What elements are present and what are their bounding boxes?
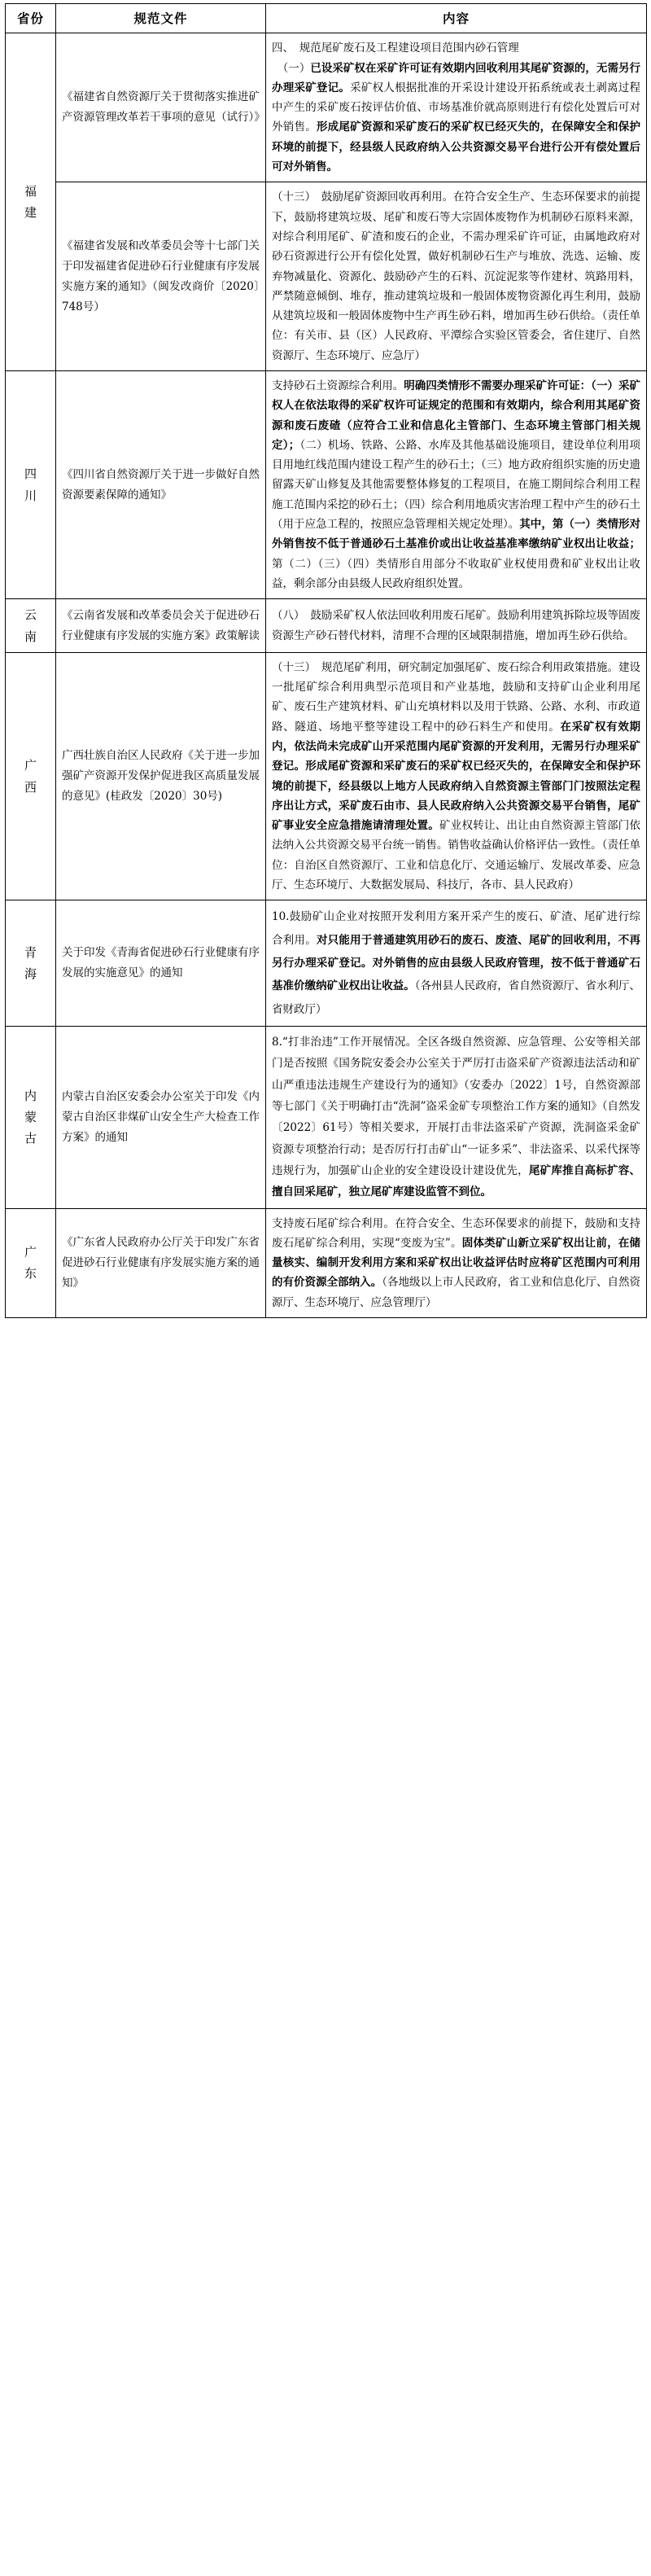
content-cell — [266, 33, 647, 182]
content-cell — [266, 1208, 647, 1317]
document-title-cell — [56, 33, 266, 182]
province-name-char: 云 — [24, 607, 37, 623]
province-name — [11, 755, 50, 798]
table-header-row — [6, 4, 647, 33]
province-cell — [6, 599, 56, 653]
province-name-char: 广 — [24, 1245, 37, 1260]
document-title-text: 关于印发《青海省促进砂石行业健康有序发展的实施意见》的通知 — [62, 946, 260, 980]
province-cell — [6, 1027, 56, 1209]
province-cell — [6, 33, 56, 371]
province-name — [11, 463, 50, 506]
document-title-cell — [56, 599, 266, 653]
content-text: 8.“打非治违”工作开展情况。全区各级自然资源、应急管理、公安等相关部门是否按照《国务院安委会办公室关于严厉打击盗采矿产资源违法活动和矿山严重违法违规生产建设行为的通知》（安委办〔2022〕1号，自然资源部等七部门《关于明确打击“洗洞”盗采金矿专项整治工作方案的通知》（自然发〔2022〕61号）等相关要求，开展打击非法盗采矿产资源，洗洞盗采金矿资源专项整治行动；是否厉行打击矿山“一证多采”、非法盗采、以采代探等违规行为，加强矿山企业的安全建设设计建设优先，尾矿库推自高标扩容、擅自回采尾矿，独立尾矿库建设监管不到位。 — [272, 1036, 640, 1199]
document-title-cell — [56, 1027, 266, 1209]
province-name-char: 福 — [24, 183, 37, 199]
emphasized-text: 固体类矿山新立采矿权出让前，在储量核实、编制开发利用方案和采矿权出让收益评估时应将矿区范围内可利用的有价资源全部纳入。 — [272, 1236, 641, 1290]
province-cell — [6, 371, 56, 599]
province-cell — [6, 1208, 56, 1317]
province-cell — [6, 652, 56, 900]
province-name — [11, 181, 50, 224]
document-title-cell — [56, 900, 266, 1027]
content-text: 支持砂石土资源综合利用。明确四类情形不需要办理采矿许可证：（一）采矿权人在依法取得的采矿权许可证规定的范围和有效期内，综合利用其尾矿资源和废石废碴（应符合工业和信息化主管部门、生态环境主管部门相关规定）；（二）机场、铁路、公路、水库及其他基础设施项目，建设单位利用项目用地红线范围内建设工程产生的砂石土；（三）地方政府组织实施的历史遗留露天矿山修复及其他需要整体修复的工程项目，在施工期间综合利用工程施工范围内采挖的砂石土；（四）综合利用地质灾害治理工程中产生的砂石土（用于应急工程的，按照应急管理相关规定处理）。其中，第（一）类情形对外销售按不低于普通砂石土基准价或出让收益基准率缴纳矿业权出让收益；第（二）（三）（四）类情形自用部分不收取矿业权使用费和矿业权出让收益，剩余部分由县级人民政府组织处置。 — [272, 379, 641, 590]
content-cell — [266, 1027, 647, 1209]
table-row — [6, 371, 647, 599]
table-row — [6, 900, 647, 1027]
province-name — [11, 604, 50, 647]
table-row — [6, 33, 647, 182]
content-cell — [266, 371, 647, 599]
document-title-text: 《福建省发展和改革委员会等十七部门关于印发福建省促进砂石行业健康有序发展实施方案的通知》（闽发改商价〔2020〕748号） — [62, 239, 260, 313]
content-text: （八） 鼓励采矿权人依法回收利用废石尾矿。鼓励利用建筑拆除垃圾等固废资源生产砂石替代材料，清理不合理的区域限制措施，增加再生砂石供给。 — [272, 609, 640, 642]
table-row — [6, 1208, 647, 1317]
document-title-text: 《四川省自然资源厅关于进一步做好自然资源要素保障的通知》 — [62, 467, 260, 502]
province-name-char: 东 — [24, 1266, 37, 1281]
content-text: （十三） 规范尾矿利用，研究制定加强尾矿、废石综合利用政策措施。建设一批尾矿综合利用典型示范项目和产业基地，鼓励和支持矿山企业利用尾矿、废石生产建筑材料、矿山充填材料以及用于铁路、公路、水利、市政道路、隧道、场地平整等建设工程中的砂石料生产和使用。在采矿权有效期内，依法尚未完成矿山开采范围内尾矿资源的开发利用，无需另行办理采矿登记。形成尾矿资源和采矿废石的采矿权已经灭失的，在保障安全和保护环境的前提下，经县级以上地方人民政府纳入自然资源主管部门门按照法定程序出让方式，采矿废石由市、县人民政府纳入公共资源交易平台销售，尾矿矿事业安全应急措施请清理处置。矿业权转让、出让由自然资源主管部门依法纳入公共资源交易平台统一销售。销售收益确认价格评估一致性。（责任单位：自治区自然资源厅、工业和信息化厅、交通运输厅、发展改革委、应急厅、生态环境厅、大数据发展局、科技厅，各市、县人民政府） — [272, 660, 641, 892]
document-title-text: 《广东省人民政府办公厅关于印发广东省促进砂石行业健康有序发展实施方案的通知》 — [62, 1235, 260, 1290]
emphasized-text: 形成尾矿资源和采矿废石的采矿权已经灭失的，在保障安全和保护环境的前提下，经县级人民政府纳入公共资源交易平台进行公开有偿处置后可对外销售。 — [272, 120, 640, 174]
document-title-cell — [56, 652, 266, 900]
province-name-char: 南 — [24, 629, 37, 644]
province-name — [11, 1242, 50, 1285]
emphasized-text: 明确四类情形不需要办理采矿许可证：（一）采矿权人在依法取得的采矿权许可证规定的范围和有效期内，综合利用其尾矿资源和废石废碴（应符合工业和信息化主管部门、生态环境主管部门相关规定）； — [272, 379, 641, 452]
content-cell — [266, 182, 647, 371]
content-cell — [266, 900, 647, 1027]
content-text: （十三） 鼓励尾矿资源回收再利用。在符合安全生产、生态环保要求的前提下，鼓励将建筑垃圾、尾矿和废石等大宗固体废物作为机制砂石原料来源，对综合利用尾矿、矿渣和废石的企业，不需办理采矿许可证，由属地政府对砂石资源进行公开有偿化处置，做好机制砂石生产与堆放、洗选、运输、废弃物减量化、资源化、鼓励砂产生的石料、沉淀泥浆等作建材、筑路用料，严禁随意倾倒、堆存，推动建筑垃圾和一般固体废物资源化再生利用，鼓励从建筑垃圾和一般固体废物中生产再生砂石料，增加再生砂石供给。（责任单位：有关市、县（区）人民政府、平潭综合实验区管委会，省住建厅、自然资源厅、生态环境厅、应急厅） — [272, 191, 640, 362]
province-cell — [6, 900, 56, 1027]
province-name-char: 广 — [24, 758, 37, 773]
province-name-char: 海 — [24, 966, 37, 982]
province-name-char: 西 — [24, 779, 37, 795]
column-header-document: 规范文件 — [56, 4, 266, 33]
table-body — [6, 33, 647, 1318]
content-text: 四、 规范尾矿废石及工程建设项目范围内砂石管理 （一）已设采矿权在采矿许可证有效期内回收利用其尾矿资源的，无需另行办理采矿登记。采矿权人根据批准的开采设计建设开拓系统或表土剥离过程中产生的采矿废石按评估价值、市场基准价就高原则进行有偿化处置后可对外销售。形成尾矿资源和采矿废石的采矿权已经灭失的，在保障安全和保护环境的前提下，经县级人民政府纳入公共资源交易平台进行公开有偿处置后可对外销售。 — [272, 42, 641, 174]
emphasized-text: 尾矿库推自高标扩容、擅自回采尾矿，独立尾矿库建设监管不到位。 — [272, 1163, 640, 1199]
province-name-char: 川 — [24, 488, 37, 503]
table-row — [6, 182, 647, 371]
column-header-province: 省份 — [6, 4, 56, 33]
emphasized-text: 已设采矿权在采矿许可证有效期内回收利用其尾矿资源的，无需另行办理采矿登记。 — [272, 61, 641, 94]
emphasized-text: 对只能用于普通建筑用砂石的废石、废渣、尾矿的回收利用，不再另行办理采矿登记。对外销售的应由县级人民政府管理，按不低于普通矿石基准价缴纳矿业权出让收益。 — [272, 933, 640, 993]
province-name-char: 内 — [24, 1088, 37, 1103]
column-header-content: 内容 — [266, 4, 647, 33]
document-title-text: 《云南省发展和改革委员会关于促进砂石行业健康有序发展的实施方案》政策解读 — [62, 608, 260, 642]
document-title-text: 《福建省自然资源厅关于贯彻落实推进矿产资源管理改革若干事项的意见（试行）》 — [62, 90, 265, 125]
document-title-cell — [56, 1208, 266, 1317]
table-row — [6, 599, 647, 653]
content-cell — [266, 599, 647, 653]
provincial-mining-policy-table — [5, 3, 647, 1318]
document-title-cell — [56, 371, 266, 599]
province-name-char: 蒙 — [24, 1110, 37, 1125]
table-header — [6, 4, 647, 33]
province-name — [11, 1085, 50, 1150]
province-name-char: 建 — [24, 205, 37, 221]
table-row — [6, 652, 647, 900]
emphasized-text: 其中，第（一）类情形对外销售按不低于普通砂石土基准价或出让收益基准率缴纳矿业权出让收益； — [272, 518, 641, 551]
document-title-cell — [56, 182, 266, 371]
document-title-text: 广西壮族自治区人民政府《关于进一步加强矿产资源开发保护促进我区高质量发展的意见》(桂政发〔2020〕30号) — [62, 749, 260, 804]
content-text: 支持废石尾矿综合利用。在符合安全、生态环保要求的前提下，鼓励和支持废石尾矿综合利用，实现“变废为宝”。固体类矿山新立采矿权出让前，在储量核实、编制开发利用方案和采矿权出让收益评估时应将矿区范围内可利用的有价资源全部纳入。（各地级以上市人民政府，省工业和信息化厅、自然资源厅、生态环境厅、应急管理厅） — [272, 1216, 641, 1309]
content-text: 10.鼓励矿山企业对按照开发利用方案开采产生的废石、矿渣、尾矿进行综合利用。对只能用于普通建筑用砂石的废石、废渣、尾矿的回收利用，不再另行办理采矿登记。对外销售的应由县级人民政府管理，按不低于普通矿石基准价缴纳矿业权出让收益。（各州县人民政府，省自然资源厅、省水利厅、省财政厅） — [272, 910, 641, 1016]
table-row — [6, 1027, 647, 1209]
province-name-char: 青 — [24, 944, 37, 960]
province-name — [11, 942, 50, 985]
emphasized-text: 在采矿权有效期内，依法尚未完成矿山开采范围内尾矿资源的开发利用，无需另行办理采矿登记。形成尾矿资源和采矿废石的采矿权已经灭失的，在保障安全和保护环境的前提下，经县级以上地方人民政府纳入自然资源主管部门门按照法定程序出让方式，采矿废石由市、县人民政府纳入公共资源交易平台销售，尾矿矿事业安全应急措施请清理处置。 — [272, 720, 641, 833]
document-title-text: 内蒙古自治区安委会办公室关于印发《内蒙古自治区非煤矿山安全生产大检查工作方案》的通知 — [62, 1089, 260, 1144]
province-name-char: 古 — [24, 1131, 37, 1146]
province-name-char: 四 — [24, 467, 37, 482]
content-cell — [266, 652, 647, 900]
